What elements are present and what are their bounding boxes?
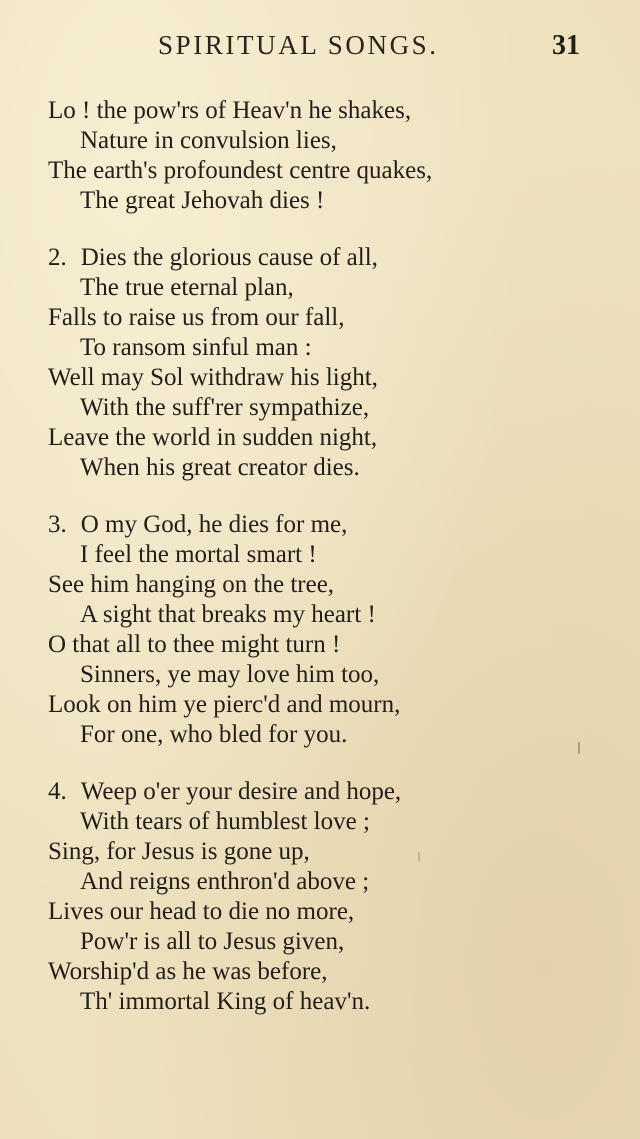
verse-line: For one, who bled for you. bbox=[80, 721, 348, 748]
page-number: 31 bbox=[552, 30, 580, 61]
verse-line: 2. Dies the glorious cause of all, bbox=[48, 244, 378, 271]
verse-line: Worship'd as he was before, bbox=[48, 958, 328, 985]
stanza-number: 2. bbox=[48, 244, 67, 271]
stanza-number: 3. bbox=[48, 511, 67, 538]
verse-line: Leave the world in sudden night, bbox=[48, 424, 378, 451]
verse-line: Well may Sol withdraw his light, bbox=[48, 364, 378, 391]
verse-line: Nature in convulsion lies, bbox=[80, 127, 337, 154]
verse-line: To ransom sinful man : bbox=[80, 334, 312, 361]
paper-blemish bbox=[418, 852, 420, 862]
stanza-3 bbox=[0, 510, 640, 750]
verse-line: With the suff'rer sympathize, bbox=[80, 394, 370, 421]
verse-line: I feel the mortal smart ! bbox=[80, 541, 317, 568]
verse-line: The true eternal plan, bbox=[80, 274, 294, 301]
verse-line: Th' immortal King of heav'n. bbox=[80, 988, 371, 1015]
verse-line: Lo ! the pow'rs of Heav'n he shakes, bbox=[48, 97, 412, 124]
running-title: SPIRITUAL SONGS. bbox=[158, 30, 439, 60]
stanza-4 bbox=[0, 777, 640, 1017]
stanza-1 bbox=[0, 96, 640, 216]
verse-line: Sing, for Jesus is gone up, bbox=[48, 838, 310, 865]
stanza-2 bbox=[0, 243, 640, 483]
verse-line: 4. Weep o'er your desire and hope, bbox=[48, 778, 402, 805]
verse-line: Sinners, ye may love him too, bbox=[80, 661, 380, 688]
paper-blemish bbox=[578, 742, 580, 754]
verse-line: Lives our head to die no more, bbox=[48, 898, 355, 925]
verse-line: See him hanging on the tree, bbox=[48, 571, 335, 598]
stanza-number: 4. bbox=[48, 778, 67, 805]
verse-line: Look on him ye pierc'd and mourn, bbox=[48, 691, 401, 718]
verse-line: Pow'r is all to Jesus given, bbox=[80, 928, 345, 955]
verse-line: A sight that breaks my heart ! bbox=[80, 601, 376, 628]
verse-line: And reigns enthron'd above ; bbox=[80, 868, 370, 895]
verse-line: 3. O my God, he dies for me, bbox=[48, 511, 348, 538]
verse-line: Falls to raise us from our fall, bbox=[48, 304, 345, 331]
verse-line: The great Jehovah dies ! bbox=[80, 187, 325, 214]
verse-line: With tears of humblest love ; bbox=[80, 808, 370, 835]
hymn-text bbox=[0, 96, 640, 1017]
verse-line: O that all to thee might turn ! bbox=[48, 631, 341, 658]
verse-line: When his great creator dies. bbox=[80, 454, 360, 481]
verse-line: The earth's profoundest centre quakes, bbox=[48, 157, 433, 184]
